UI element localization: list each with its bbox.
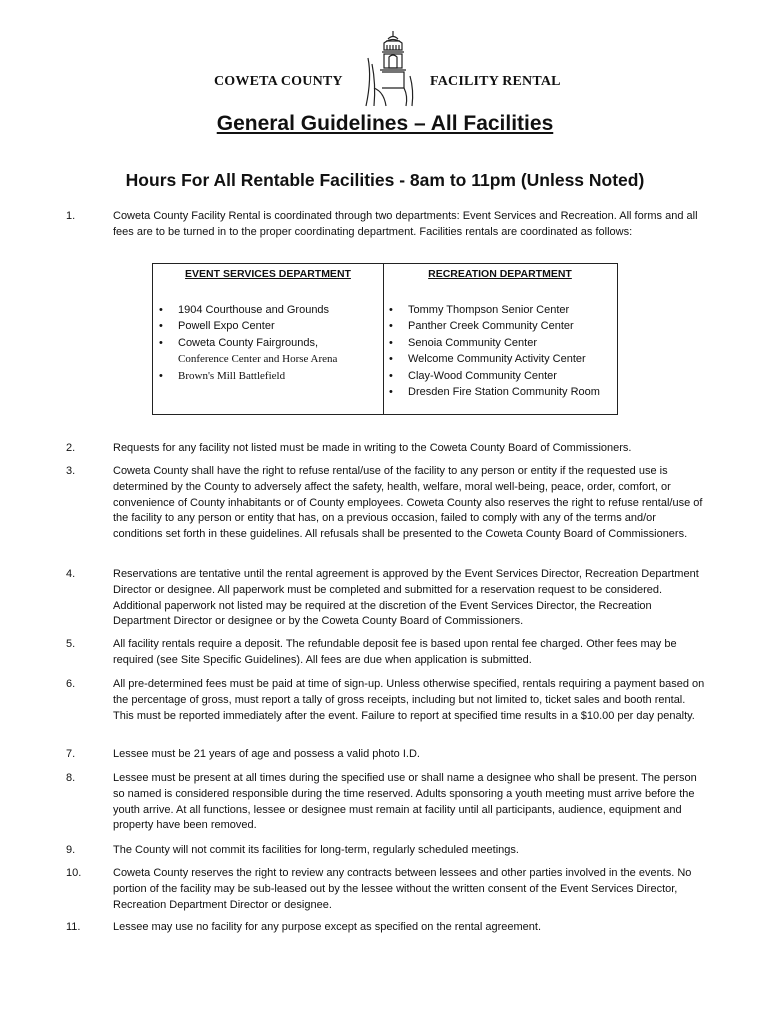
list-item: • Clay-Wood Community Center <box>389 369 557 382</box>
item-number: 7. <box>66 748 76 760</box>
page-title: General Guidelines – All Facilities <box>216 112 554 135</box>
item-number: 2. <box>66 442 76 454</box>
list-item: • Tommy Thompson Senior Center <box>389 304 570 316</box>
document-header <box>0 28 770 108</box>
item-text: Coweta County Facility Rental is coordinated through two departments: Event Services and Recreation. All forms and all fees are to be turned in to the proper coordinating department. Facilities rentals are coordinated as follows: <box>113 210 698 238</box>
recreation-column <box>383 264 617 414</box>
departments-table <box>152 263 618 415</box>
item-text: Lessee must be 21 years of age and possess a valid photo I.D. <box>113 748 420 760</box>
item-text: The County will not commit its facilities for long-term, regularly scheduled meetings. <box>113 844 519 856</box>
item-number: 3. <box>66 465 76 477</box>
list-item: • Welcome Community Activity Center <box>389 353 586 366</box>
item-number: 9. <box>66 844 76 856</box>
item-number: 6. <box>66 678 76 690</box>
item-text: Lessee may use no facility for any purpose except as specified on the rental agreement. <box>113 921 542 933</box>
courthouse-dome-logo-icon <box>362 28 424 108</box>
header-facility-rental: FACILITY RENTAL <box>430 74 561 89</box>
list-item-continued: Conference Center and Horse Arena <box>178 353 338 366</box>
list-item: • Dresden Fire Station Community Room <box>389 386 600 399</box>
hours-subtitle: Hours For All Rentable Facilities - 8am to 11pm (Unless Noted) <box>125 170 645 190</box>
list-item: • 1904 Courthouse and Grounds <box>159 304 330 316</box>
list-item: • Senoia Community Center <box>389 336 538 349</box>
list-item: • Powell Expo Center <box>159 320 275 333</box>
item-text: Lessee must be present at all times during the specified use or shall name a designee who shall be present. The person so named is considered responsible during the time reserved. Adults sponsoring a youth meeting must arrive before the youth arrive. At all functions, lessee or designee must remain at facility until all participants, audience, equipment and property have been removed. <box>113 772 697 832</box>
item-text: Reservations are tentative until the rental agreement is approved by the Event Services Director, Recreation Department Director or designee. All paperwork must be completed and submitted for a reservation request to be considered. Additional paperwork not listed may be required at the discretion of the Event Services Director, the Recreation Department Director or designee or by the Coweta County Board of Commissioners. <box>113 568 699 628</box>
item-number: 11. <box>66 921 81 933</box>
item-text: All facility rentals require a deposit. The refundable deposit fee is based upon rental fee charged. Other fees may be required (see Site Specific Guidelines). All fees are due when application is submitted. <box>113 638 677 666</box>
item-number: 10. <box>66 867 82 879</box>
event-services-heading: EVENT SERVICES DEPARTMENT <box>185 268 351 280</box>
item-text: Coweta County shall have the right to refuse rental/use of the facility to any person or entity if the requested use is determined by the County to adversely affect the safety, health, welfare, moral well-being, peace, order, comfort, or convenience of County inhabitants or of County employees. Coweta County also reserves the right to refuse rental/use of the facility to any person or entity that has, on a previous occasion, failed to comply with any of the terms and/or conditions set forth in these guidelines. All refusals shall be presented to the Coweta County Board of Commissioners. <box>113 465 703 541</box>
event-services-list <box>153 302 337 384</box>
event-services-column <box>153 264 384 414</box>
item-number: 8. <box>66 772 76 784</box>
recreation-heading: RECREATION DEPARTMENT <box>428 268 572 280</box>
header-county-name: COWETA COUNTY <box>214 74 343 89</box>
recreation-list <box>383 302 600 400</box>
list-item: • Coweta County Fairgrounds, <box>159 336 319 349</box>
item-text: All pre-determined fees must be paid at time of sign-up. Unless otherwise specified, rentals requiring a payment based on the percentage of gross, must report a tally of gross receipts, including but not limited to, ticket sales and booth rental. This must be reported immediately after the event. Failure to report at specified time results in a $10.00 per day penalty. <box>113 678 705 722</box>
list-item: • Panther Creek Community Center <box>389 320 574 333</box>
item-number: 4. <box>66 568 76 580</box>
item-text: Requests for any facility not listed must be made in writing to the Coweta County Board of Commissioners. <box>113 442 632 454</box>
item-number: 5. <box>66 638 76 650</box>
list-item: • Brown's Mill Battlefield <box>159 369 286 382</box>
item-number: 1. <box>66 210 76 222</box>
item-text: Coweta County reserves the right to review any contracts between lessees and other parties involved in the events. No portion of the facility may be sub-leased out by the lessee without the written consent of the Event Services Director, Recreation Department Director or designee. <box>113 867 692 911</box>
